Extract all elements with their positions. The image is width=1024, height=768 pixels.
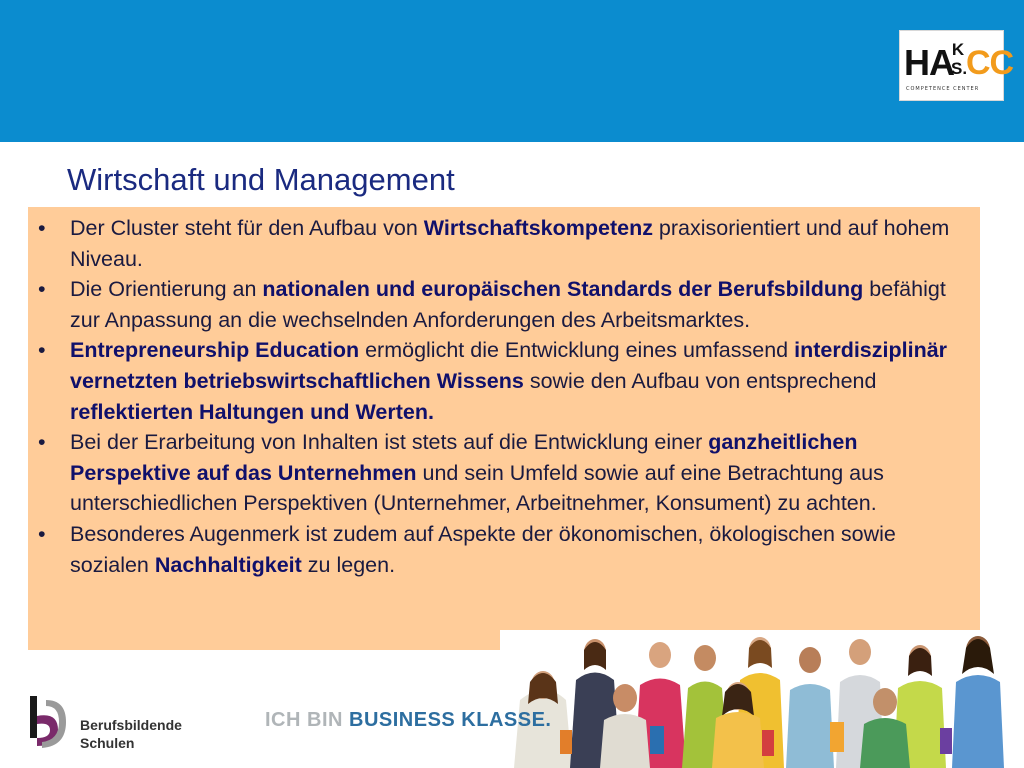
- bullet-text: Die Orientierung an: [70, 277, 263, 302]
- bullet-emphasis: reflektierten Haltungen und Werten.: [70, 399, 434, 424]
- hak-hasch-cc-logo: [899, 30, 1014, 101]
- page-title: Wirtschaft und Management: [67, 162, 455, 197]
- bullet-emphasis: Wirtschaftskompetenz: [423, 216, 653, 240]
- bullet-text: Bei der Erarbeitung von Inhalten ist stets auf die Entwicklung einer: [70, 430, 709, 455]
- header-bar: [0, 0, 1024, 142]
- logo-line-2: Schulen: [80, 735, 135, 751]
- bullet-emphasis: nationalen und europäischen Standards der Berufsbildung: [262, 277, 864, 302]
- slogan: [265, 708, 551, 732]
- bullet-item: [28, 335, 970, 427]
- bullet-text: sowie den Aufbau von entsprechend: [523, 368, 877, 393]
- students-illustration: [500, 630, 1024, 768]
- slogan-part-1: ICH BIN: [265, 709, 349, 731]
- logo-line-1: Berufsbildende: [80, 717, 182, 733]
- berufsbildende-schulen-logo-icon: [28, 694, 72, 750]
- logo-cc-text: CC: [966, 44, 1014, 82]
- logo-s-text: S.: [951, 59, 968, 78]
- logo-k-text: K: [951, 40, 965, 59]
- bullet-item: [28, 427, 970, 519]
- bullet-emphasis: ganzheitlichen Perspektive auf das Unternehmen: [70, 430, 858, 485]
- student-figures: [514, 636, 1004, 768]
- bullet-text: befähigt zur Anpassung an die wechselnden Anforderungen des Arbeitsmarktes.: [70, 277, 946, 332]
- bullet-emphasis: Entrepreneurship Education: [70, 338, 360, 363]
- bullet-item: [28, 274, 970, 335]
- bullet-emphasis: Nachhaltigkeit: [154, 552, 302, 577]
- content-box: [28, 207, 980, 650]
- bullet-text: und sein Umfeld sowie auf eine Betrachtung aus unterschiedlichen Perspektiven (Unternehmer, Arbeitnehmer, Konsument) zu achten.: [70, 460, 884, 516]
- bullet-item: [28, 519, 970, 580]
- slogan-part-2: BUSINESS KLASSE.: [349, 709, 552, 731]
- bullet-text: ermöglicht die Entwicklung eines umfassend: [359, 338, 795, 363]
- logo-ha-text: HA: [904, 42, 954, 83]
- bullet-text: Besonderes Augenmerk ist zudem auf Aspekte der ökonomischen, ökologischen sowie sozialen: [70, 521, 896, 577]
- bullet-list: [28, 213, 970, 580]
- bullet-text: praxisorientiert und auf hohem Niveau.: [70, 216, 950, 271]
- bullet-text: Der Cluster steht für den Aufbau von: [70, 216, 424, 240]
- berufsbildende-schulen-logo-text: [80, 716, 182, 752]
- logo-subtitle: COMPETENCE CENTER: [906, 86, 980, 92]
- bullet-item: [28, 213, 970, 274]
- bullet-emphasis: interdisziplinär vernetzten betriebswirtschaftlichen Wissens: [70, 338, 948, 393]
- students-photo: [500, 630, 1024, 768]
- bullet-text: zu legen.: [301, 552, 396, 577]
